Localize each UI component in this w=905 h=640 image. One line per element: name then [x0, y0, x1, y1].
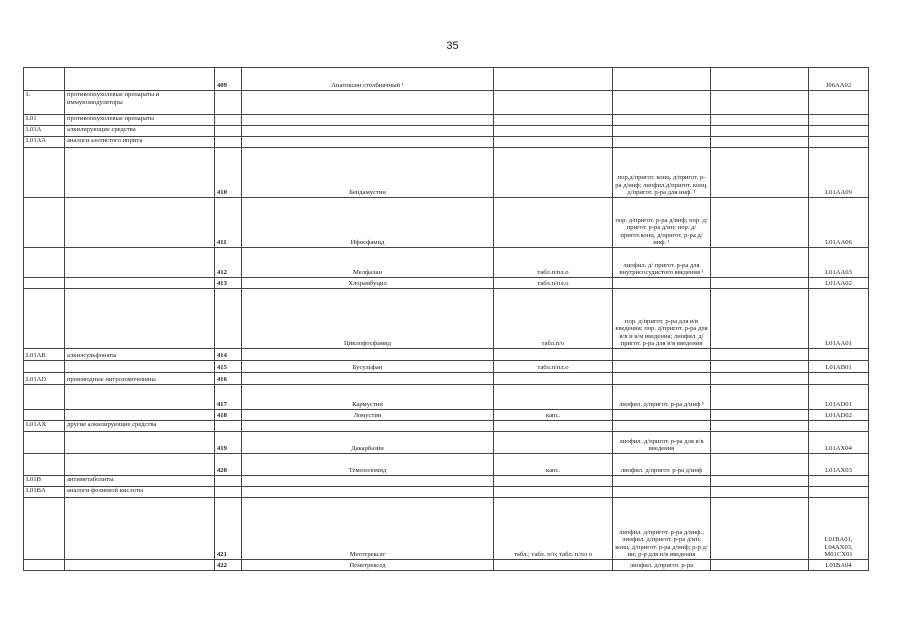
classification-code-cell: L	[24, 91, 65, 115]
entry-number-cell: 411	[215, 198, 242, 248]
classification-code-cell	[24, 148, 65, 198]
table-row	[24, 410, 869, 421]
classification-code-cell	[24, 498, 65, 560]
oral-form-cell	[494, 148, 613, 198]
group-description-cell	[65, 148, 215, 198]
group-description-cell: аналоги фолиевой кислоты	[65, 487, 215, 498]
group-description-cell	[65, 68, 215, 91]
drug-name-cell	[242, 137, 494, 148]
entry-number-cell: 412	[215, 248, 242, 278]
atc-code-cell: L01AX03	[809, 454, 869, 476]
oral-form-cell	[494, 476, 613, 487]
drug-name-cell	[242, 349, 494, 361]
classification-code-cell: L01BA	[24, 487, 65, 498]
entry-number-cell	[215, 289, 242, 349]
atc-code-cell	[809, 349, 869, 361]
group-description-cell	[65, 432, 215, 454]
drug-name-cell: Бендамустин	[242, 148, 494, 198]
oral-form-cell	[494, 126, 613, 137]
entry-number-cell: 415	[215, 361, 242, 373]
atc-code-cell	[809, 421, 869, 432]
classification-code-cell	[24, 289, 65, 349]
entry-number-cell	[215, 115, 242, 126]
drug-name-cell: Бусульфан	[242, 361, 494, 373]
classification-code-cell	[24, 410, 65, 421]
entry-number-cell	[215, 421, 242, 432]
entry-number-cell: 416	[215, 373, 242, 385]
injectable-form-cell: лиофил. д/ пригот. р-ра для внутрисосудистого введения ¹	[613, 248, 711, 278]
oral-form-cell: табл.п/пл.о	[494, 248, 613, 278]
group-description-cell	[65, 278, 215, 289]
extra-cell	[711, 410, 809, 421]
injectable-form-cell: лиофил. д/пригот. р-ра	[613, 560, 711, 571]
atc-code-cell: L01AX04	[809, 432, 869, 454]
entry-number-cell: 417	[215, 385, 242, 410]
group-description-cell	[65, 560, 215, 571]
atc-code-cell: L01AD01	[809, 385, 869, 410]
atc-code-cell: J06AA02	[809, 68, 869, 91]
table-row	[24, 91, 869, 115]
extra-cell	[711, 487, 809, 498]
injectable-form-cell	[613, 137, 711, 148]
oral-form-cell	[494, 349, 613, 361]
extra-cell	[711, 115, 809, 126]
entry-number-cell: 410	[215, 148, 242, 198]
injectable-form-cell: лиофил. д/пригот. р-ра для в/в введения	[613, 432, 711, 454]
group-description-cell	[65, 361, 215, 373]
drug-name-cell: Темозоломид	[242, 454, 494, 476]
classification-code-cell	[24, 278, 65, 289]
oral-form-cell: табл.п/о	[494, 289, 613, 349]
oral-form-cell	[494, 421, 613, 432]
classification-code-cell	[24, 361, 65, 373]
entry-number-cell: 413	[215, 278, 242, 289]
atc-code-cell	[809, 137, 869, 148]
table-row	[24, 487, 869, 498]
table-row	[24, 476, 869, 487]
table-row	[24, 248, 869, 278]
entry-number-cell: 414	[215, 349, 242, 361]
drug-name-cell	[242, 487, 494, 498]
extra-cell	[711, 361, 809, 373]
table-row	[24, 289, 869, 349]
classification-code-cell: L01AA	[24, 137, 65, 148]
group-description-cell	[65, 289, 215, 349]
extra-cell	[711, 421, 809, 432]
drug-list-table	[23, 67, 869, 571]
entry-number-cell	[215, 91, 242, 115]
drug-name-cell: Анатоксин столбнячный ¹	[242, 68, 494, 91]
atc-code-cell: L01BA01, L04AX03, M01CX01	[809, 498, 869, 560]
classification-code-cell	[24, 432, 65, 454]
atc-code-cell	[809, 476, 869, 487]
classification-code-cell	[24, 198, 65, 248]
group-description-cell	[65, 248, 215, 278]
atc-code-cell	[809, 115, 869, 126]
table-row	[24, 432, 869, 454]
drug-name-cell	[242, 91, 494, 115]
atc-code-cell	[809, 126, 869, 137]
entry-number-cell: 418	[215, 410, 242, 421]
oral-form-cell	[494, 487, 613, 498]
extra-cell	[711, 476, 809, 487]
classification-code-cell	[24, 560, 65, 571]
injectable-form-cell	[613, 487, 711, 498]
drug-name-cell	[242, 115, 494, 126]
classification-code-cell	[24, 68, 65, 91]
injectable-form-cell: лиофил. д/пригот. р-ра д/инф.; лиофил. д/пригот. р-ра д/ин; конц. д/пригот. р-ра д/инф; р-р д/ин; р-р для п/к введения	[613, 498, 711, 560]
injectable-form-cell	[613, 421, 711, 432]
drug-name-cell	[242, 373, 494, 385]
oral-form-cell: табл.п/пл.о	[494, 361, 613, 373]
drug-name-cell: Циклофосфамид	[242, 289, 494, 349]
entry-number-cell: 419	[215, 432, 242, 454]
table-row	[24, 126, 869, 137]
classification-code-cell: L01A	[24, 126, 65, 137]
extra-cell	[711, 248, 809, 278]
entry-number-cell: 420	[215, 454, 242, 476]
injectable-form-cell: пор.д/пригот. конц. д/пригот. р-ра д/инф; лиофил.д/пригот. конц. д/пригот. р-ра для инф. ¹	[613, 148, 711, 198]
atc-code-cell: L01AD02	[809, 410, 869, 421]
group-description-cell: аналоги азотистого иприта	[65, 137, 215, 148]
classification-code-cell	[24, 248, 65, 278]
extra-cell	[711, 432, 809, 454]
atc-code-cell: L01BA04	[809, 560, 869, 571]
extra-cell	[711, 385, 809, 410]
drug-name-cell: Дакарбазин	[242, 432, 494, 454]
injectable-form-cell: пор. д/пригот. р-ра д/инф; пор. д/пригот. р-ра д/ин; пор. д/пригот.конц. д/пригот. р-ра д/инф. ¹	[613, 198, 711, 248]
group-description-cell: антиметаболиты	[65, 476, 215, 487]
oral-form-cell: капс.	[494, 410, 613, 421]
table-row	[24, 349, 869, 361]
group-description-cell: другие алкилирующие средства	[65, 421, 215, 432]
oral-form-cell	[494, 385, 613, 410]
oral-form-cell	[494, 560, 613, 571]
injectable-form-cell	[613, 476, 711, 487]
group-description-cell: алкилирующие средства	[65, 126, 215, 137]
injectable-form-cell: лиофил. д/пригот. р-ра д/инф	[613, 454, 711, 476]
table-row	[24, 454, 869, 476]
entry-number-cell: 409	[215, 68, 242, 91]
atc-code-cell	[809, 487, 869, 498]
group-description-cell: производные нитрозомочевины	[65, 373, 215, 385]
atc-code-cell: L01AB01	[809, 361, 869, 373]
classification-code-cell: L01AX	[24, 421, 65, 432]
classification-code-cell: L01AB	[24, 349, 65, 361]
injectable-form-cell	[613, 115, 711, 126]
atc-code-cell: L01AA02	[809, 278, 869, 289]
injectable-form-cell	[613, 349, 711, 361]
group-description-cell	[65, 198, 215, 248]
table-row	[24, 498, 869, 560]
group-description-cell	[65, 498, 215, 560]
drug-name-cell: Метотрексат	[242, 498, 494, 560]
injectable-form-cell	[613, 91, 711, 115]
group-description-cell	[65, 410, 215, 421]
injectable-form-cell: лиофил. д/пригот. р-ра д/инф ¹	[613, 385, 711, 410]
extra-cell	[711, 91, 809, 115]
classification-code-cell: L01AD	[24, 373, 65, 385]
atc-code-cell: L01AA09	[809, 148, 869, 198]
drug-name-cell: Хлорамбуцил	[242, 278, 494, 289]
oral-form-cell: табл.; табл. п/о; табл. п/пл о	[494, 498, 613, 560]
table-row	[24, 115, 869, 126]
atc-code-cell: L01AA06	[809, 198, 869, 248]
table-row	[24, 560, 869, 571]
extra-cell	[711, 349, 809, 361]
classification-code-cell: L01	[24, 115, 65, 126]
atc-code-cell: L01AA03	[809, 248, 869, 278]
injectable-form-cell	[613, 68, 711, 91]
drug-name-cell: Ифосфамид	[242, 198, 494, 248]
injectable-form-cell	[613, 278, 711, 289]
table-row	[24, 137, 869, 148]
injectable-form-cell	[613, 361, 711, 373]
drug-name-cell: Ломустин	[242, 410, 494, 421]
oral-form-cell	[494, 68, 613, 91]
entry-number-cell	[215, 126, 242, 137]
table-row	[24, 278, 869, 289]
entry-number-cell	[215, 137, 242, 148]
injectable-form-cell	[613, 126, 711, 137]
drug-name-cell: Пеметрексед	[242, 560, 494, 571]
atc-code-cell	[809, 91, 869, 115]
drug-name-cell	[242, 126, 494, 137]
page-number: 35	[446, 40, 459, 52]
drug-name-cell: Мелфалан	[242, 248, 494, 278]
oral-form-cell: табл.п/пл.о	[494, 278, 613, 289]
table-row	[24, 148, 869, 198]
oral-form-cell	[494, 115, 613, 126]
injectable-form-cell: пор. д/пригот. р-ра для в/в введения; пор. д/пригот. р-ра для в/в и в/м введения; лиофил. д/пригот. р-ра для в/в введения	[613, 289, 711, 349]
injectable-form-cell	[613, 410, 711, 421]
oral-form-cell	[494, 91, 613, 115]
extra-cell	[711, 137, 809, 148]
table-row	[24, 385, 869, 410]
group-description-cell: алкилсульфонаты	[65, 349, 215, 361]
injectable-form-cell	[613, 373, 711, 385]
table-row	[24, 373, 869, 385]
group-description-cell: противоопухолевые препараты и иммуномодуляторы	[65, 91, 215, 115]
group-description-cell	[65, 454, 215, 476]
oral-form-cell	[494, 137, 613, 148]
entry-number-cell	[215, 487, 242, 498]
oral-form-cell: капс.	[494, 454, 613, 476]
drug-name-cell: Кармустин	[242, 385, 494, 410]
extra-cell	[711, 498, 809, 560]
oral-form-cell	[494, 432, 613, 454]
atc-code-cell: L01AA01	[809, 289, 869, 349]
group-description-cell: противоопухолевые препараты	[65, 115, 215, 126]
extra-cell	[711, 289, 809, 349]
extra-cell	[711, 454, 809, 476]
table-row	[24, 198, 869, 248]
group-description-cell	[65, 385, 215, 410]
entry-number-cell	[215, 476, 242, 487]
extra-cell	[711, 560, 809, 571]
oral-form-cell	[494, 373, 613, 385]
extra-cell	[711, 68, 809, 91]
extra-cell	[711, 278, 809, 289]
drug-name-cell	[242, 476, 494, 487]
table-row	[24, 421, 869, 432]
drug-name-cell	[242, 421, 494, 432]
atc-code-cell	[809, 373, 869, 385]
classification-code-cell	[24, 385, 65, 410]
extra-cell	[711, 198, 809, 248]
entry-number-cell: 422	[215, 560, 242, 571]
extra-cell	[711, 126, 809, 137]
extra-cell	[711, 148, 809, 198]
classification-code-cell: L01B	[24, 476, 65, 487]
extra-cell	[711, 373, 809, 385]
classification-code-cell	[24, 454, 65, 476]
table-row	[24, 361, 869, 373]
entry-number-cell: 421	[215, 498, 242, 560]
table-row	[24, 68, 869, 91]
oral-form-cell	[494, 198, 613, 248]
